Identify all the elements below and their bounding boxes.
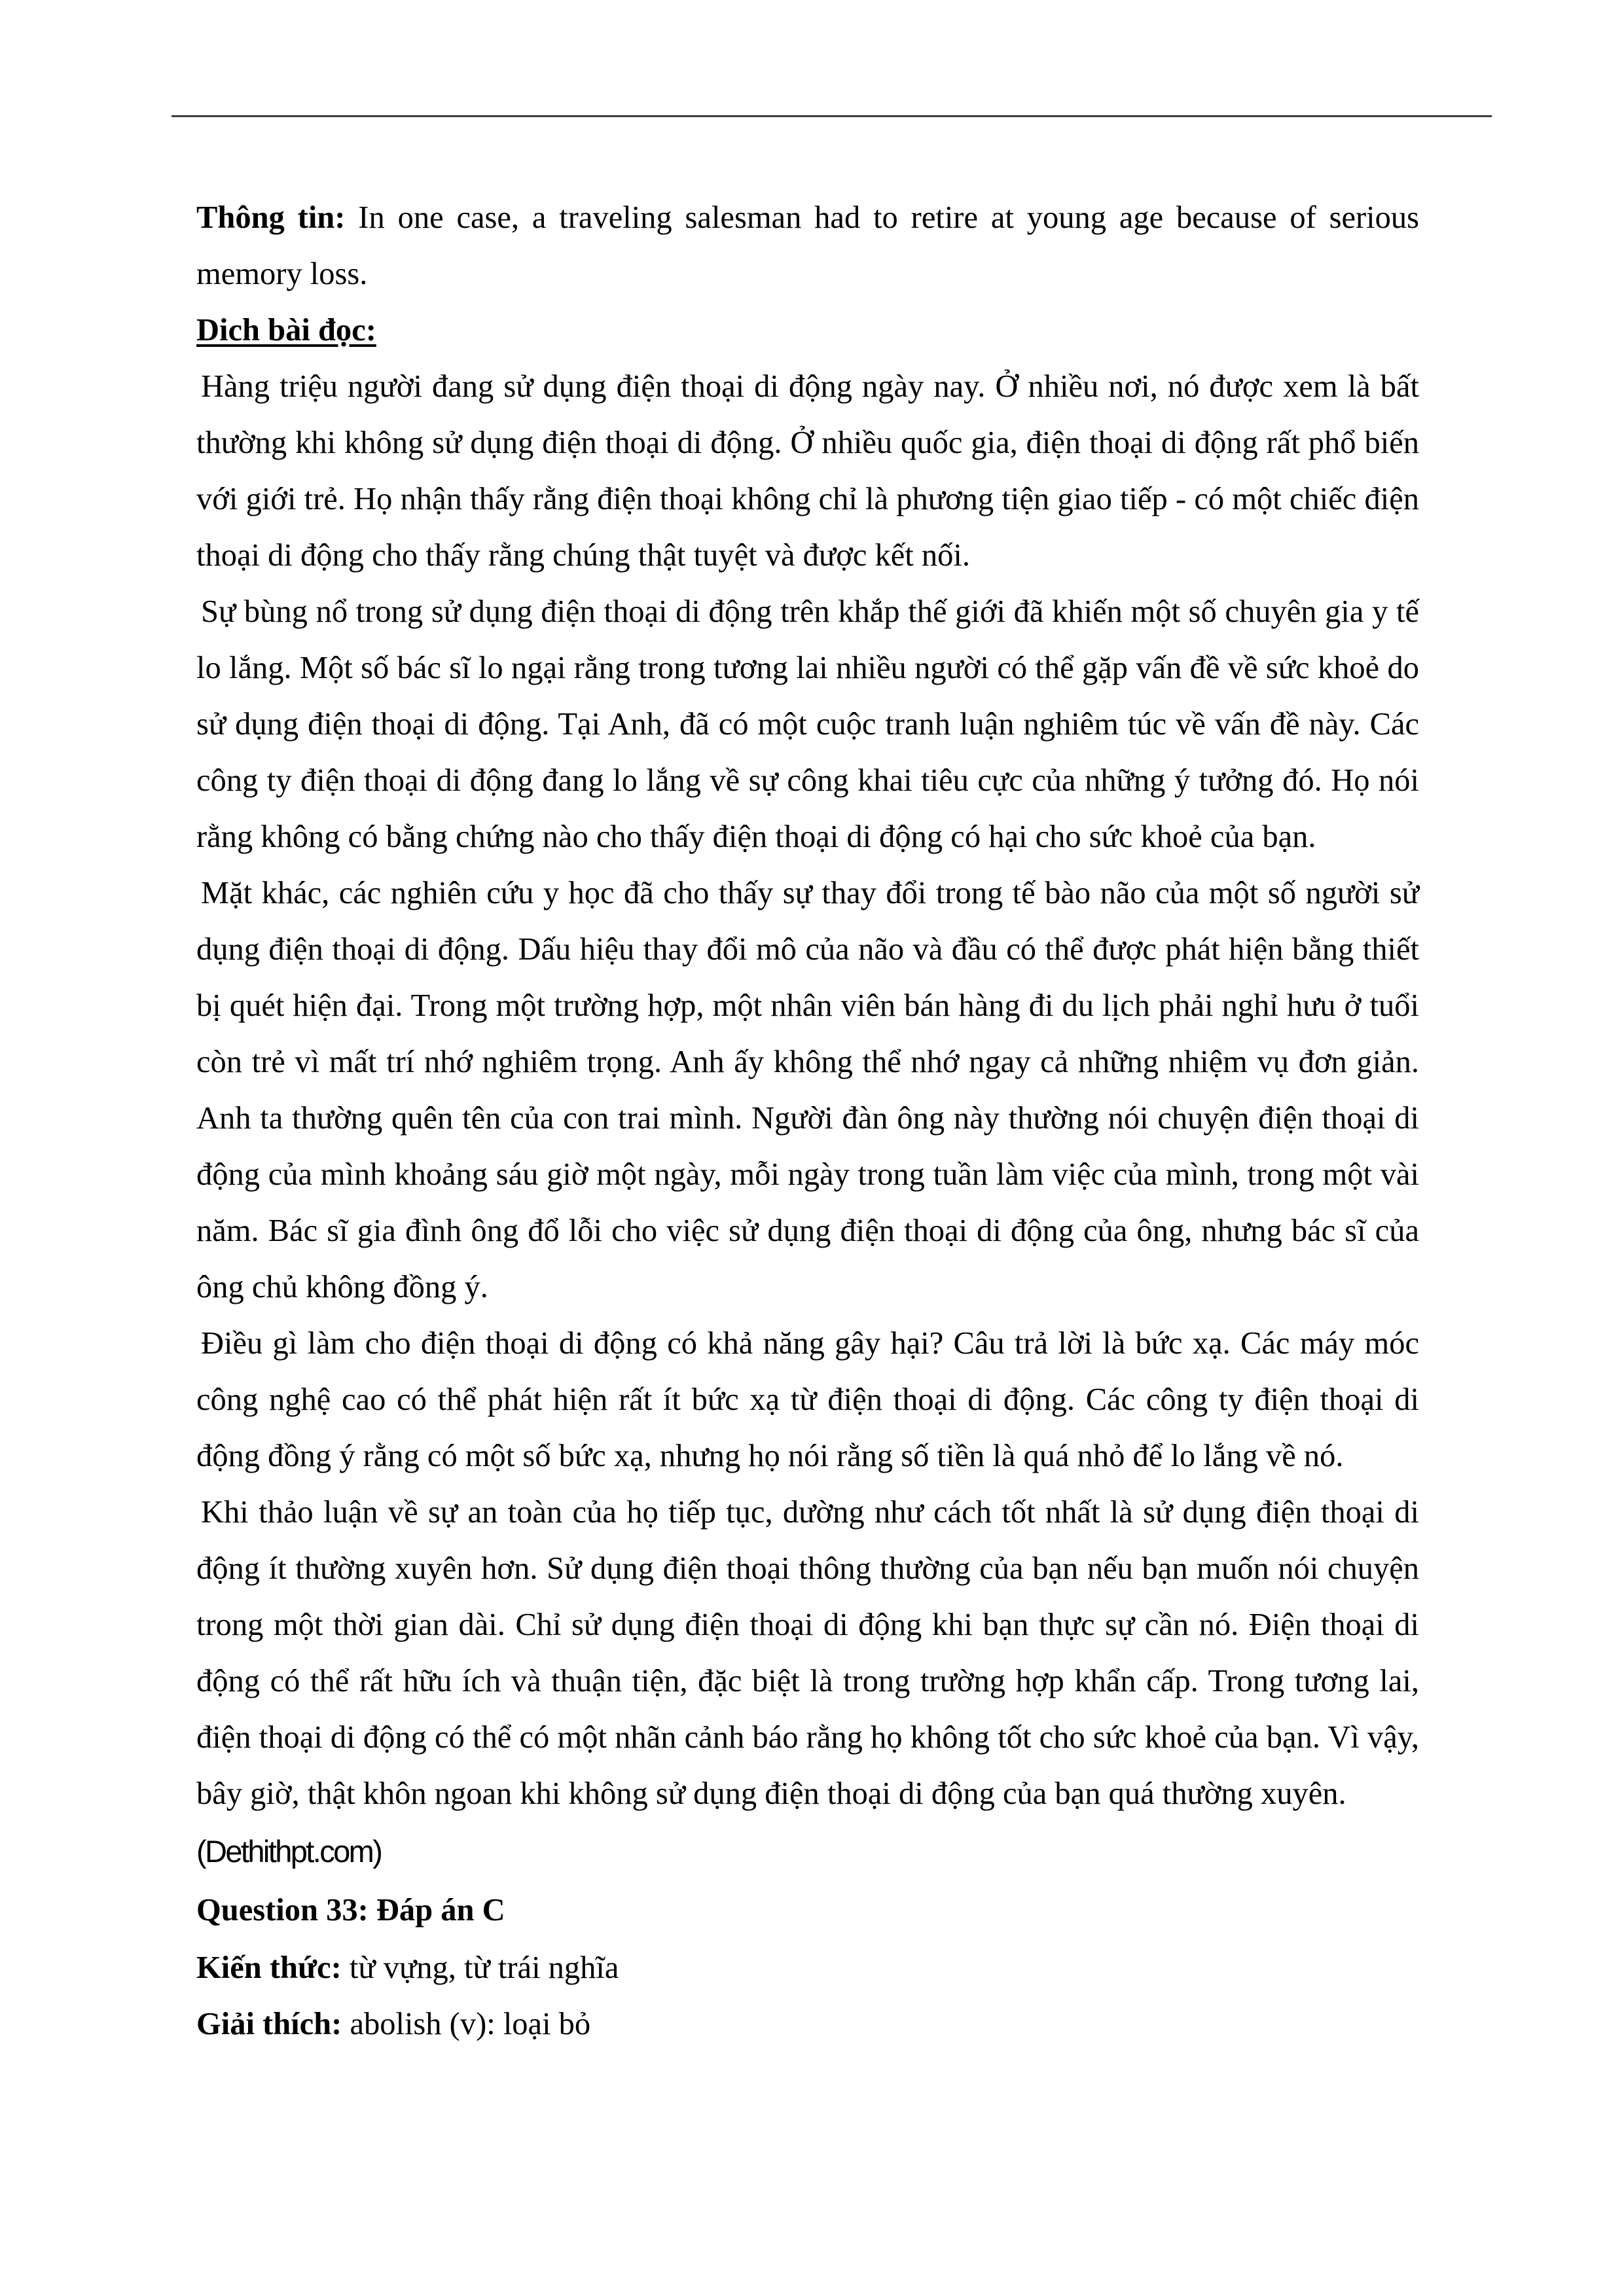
kien-thuc-line [196, 1940, 1419, 1996]
translation-paragraph-4: Điều gì làm cho điện thoại di động có khả năng gây hại? Câu trả lời là bức xạ. Các máy móc công nghệ cao có thể phát hiện rất ít bức xạ từ điện thoại di động. Các công ty điện thoại di động đồng ý rằng có một số bức xạ, nhưng họ nói rằng số tiền là quá nhỏ để lo lắng về nó. [196, 1326, 1419, 1473]
translation-heading: Dich bài đọc: [196, 313, 376, 348]
giai-thich-text: abolish (v): loại bỏ [350, 2007, 591, 2041]
question-title: Question 33: Đáp án C [196, 1893, 505, 1928]
document-body [196, 190, 1419, 2053]
translation-paragraph-1: Hàng triệu người đang sử dụng điện thoại di động ngày nay. Ở nhiều nơi, nó được xem là bất thường khi không sử dụng điện thoại di động. Ở nhiều quốc gia, điện thoại di động rất phổ biến với giới trẻ. Họ nhận thấy rằng điện thoại không chỉ là phương tiện giao tiếp - có một chiếc điện thoại di động cho thấy rằng chúng thật tuyệt và được kết nối. [196, 369, 1419, 573]
kien-thuc-label: Kiến thức: [196, 1950, 342, 1985]
source-credit: (Dethithpt.com) [196, 1834, 382, 1869]
translation-paragraph-2: Sự bùng nổ trong sử dụng điện thoại di động trên khắp thế giới đã khiến một số chuyên gia y tế lo lắng. Một số bác sĩ lo ngại rằng trong tương lai nhiều người có thể gặp vấn đề về sức khoẻ do sử dụng điện thoại di động. Tại Anh, đã có một cuộc tranh luận nghiêm túc về vấn đề này. Các công ty điện thoại di động đang lo lắng về sự công khai tiêu cực của những ý tưởng đó. Họ nói rằng không có bằng chứng nào cho thấy điện thoại di động có hại cho sức khoẻ của bạn. [196, 594, 1419, 854]
translation-paragraph-3: Mặt khác, các nghiên cứu y học đã cho thấy sự thay đổi trong tế bào não của một số người sử dụng điện thoại di động. Dấu hiệu thay đổi mô của não và đầu có thể được phát hiện bằng thiết bị quét hiện đại. Trong một trường hợp, một nhân viên bán hàng đi du lịch phải nghỉ hưu ở tuổi còn trẻ vì mất trí nhớ nghiêm trọng. Anh ấy không thể nhớ ngay cả những nhiệm vụ đơn giản. Anh ta thường quên tên của con trai mình. Người đàn ông này thường nói chuyện điện thoại di động của mình khoảng sáu giờ một ngày, mỗi ngày trong tuần làm việc của mình, trong một vài năm. Bác sĩ gia đình ông đổ lỗi cho việc sử dụng điện thoại di động của ông, nhưng bác sĩ của ông chủ không đồng ý. [196, 876, 1419, 1304]
giai-thich-line [196, 1996, 1419, 2053]
thong-tin-label: Thông tin: [196, 200, 346, 235]
giai-thich-label: Giải thích: [196, 2007, 342, 2041]
translation-paragraph-5: Khi thảo luận về sự an toàn của họ tiếp tục, dường như cách tốt nhất là sử dụng điện thoại di động ít thường xuyên hơn. Sử dụng điện thoại thông thường của bạn nếu bạn muốn nói chuyện trong một thời gian dài. Chỉ sử dụng điện thoại di động khi bạn thực sự cần nó. Điện thoại di động có thể rất hữu ích và thuận tiện, đặc biệt là trong trường hợp khẩn cấp. Trong tương lai, điện thoại di động có thể có một nhãn cảnh báo rằng họ không tốt cho sức khoẻ của bạn. Vì vậy, bây giờ, thật khôn ngoan khi không sử dụng điện thoại di động của bạn quá thường xuyên. [196, 1495, 1419, 1811]
thong-tin-text: In one case, a traveling salesman had to retire at young age because of serious memory loss. [196, 200, 1420, 291]
thong-tin-line [196, 190, 1419, 302]
header-rule [171, 115, 1492, 117]
kien-thuc-text: từ vựng, từ trái nghĩa [349, 1950, 619, 1985]
